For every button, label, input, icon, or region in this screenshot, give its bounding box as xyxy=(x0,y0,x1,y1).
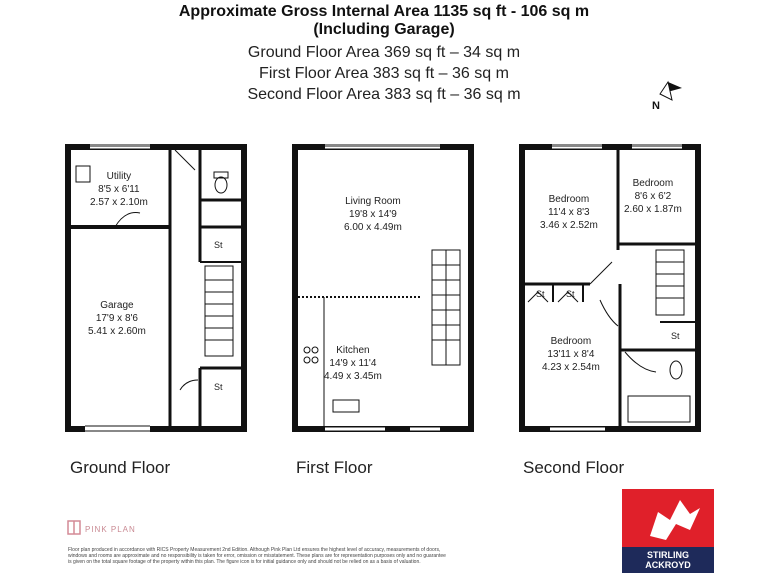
compass-label: N xyxy=(652,100,660,112)
room-bedroom-1: Bedroom 11'4 x 8'3 3.46 x 2.52m xyxy=(540,194,598,231)
store-label: St xyxy=(566,289,575,299)
room-bedroom-3: Bedroom 13'11 x 8'4 4.23 x 2.54m xyxy=(542,336,600,373)
room-garage: Garage 17'9 x 8'6 5.41 x 2.60m xyxy=(88,300,146,337)
first-floor-plan xyxy=(295,146,471,431)
floor-label-first: First Floor xyxy=(296,458,373,477)
floor-label-second: Second Floor xyxy=(523,458,625,477)
floor-label-ground: Ground Floor xyxy=(70,458,171,477)
north-arrow-icon xyxy=(660,82,682,100)
room-kitchen: Kitchen 14'9 x 11'4 4.49 x 3.45m xyxy=(324,345,382,382)
first-floor-area: First Floor Area 383 sq ft – 36 sq m xyxy=(259,65,509,82)
room-bedroom-2: Bedroom 8'6 x 6'2 2.60 x 1.87m xyxy=(624,178,682,215)
second-floor-area: Second Floor Area 383 sq ft – 36 sq m xyxy=(247,86,521,103)
disclaimer-text: Floor plan produced in accordance with RICS Property Measurement 2nd Edition. Although Pink Plan Ltd ensures the highest level of accuracy, measurements of doors, windows and rooms are approximate and no responsibility is taken for error, omission or misstatement. These plans are for representation purposes only and no guarantee is given on the total square footage of the property within this plan. The figure icon is for initial guidance only and should not be relied on as a basis of valuation. xyxy=(68,547,446,566)
store-label: St xyxy=(536,289,545,299)
store-label: St xyxy=(671,331,680,341)
agent-logo-line2: ACKROYD xyxy=(645,560,691,570)
store-label: St xyxy=(214,382,223,392)
room-living-room: Living Room 19'8 x 14'9 6.00 x 4.49m xyxy=(344,196,402,233)
agent-logo-text xyxy=(622,547,714,573)
area-title: Approximate Gross Internal Area 1135 sq ft - 106 sq m xyxy=(178,3,590,20)
pink-plan-logo-icon xyxy=(68,521,80,534)
area-subtitle: (Including Garage) xyxy=(313,21,455,38)
agent-logo-line1: STIRLING xyxy=(647,550,689,560)
brand-name: PINK PLAN xyxy=(85,525,136,534)
store-label: St xyxy=(214,240,223,250)
agent-logo xyxy=(622,489,714,573)
ground-floor-area: Ground Floor Area 369 sq ft – 34 sq m xyxy=(247,44,521,61)
room-utility: Utility 8'5 x 6'11 2.57 x 2.10m xyxy=(90,171,148,208)
